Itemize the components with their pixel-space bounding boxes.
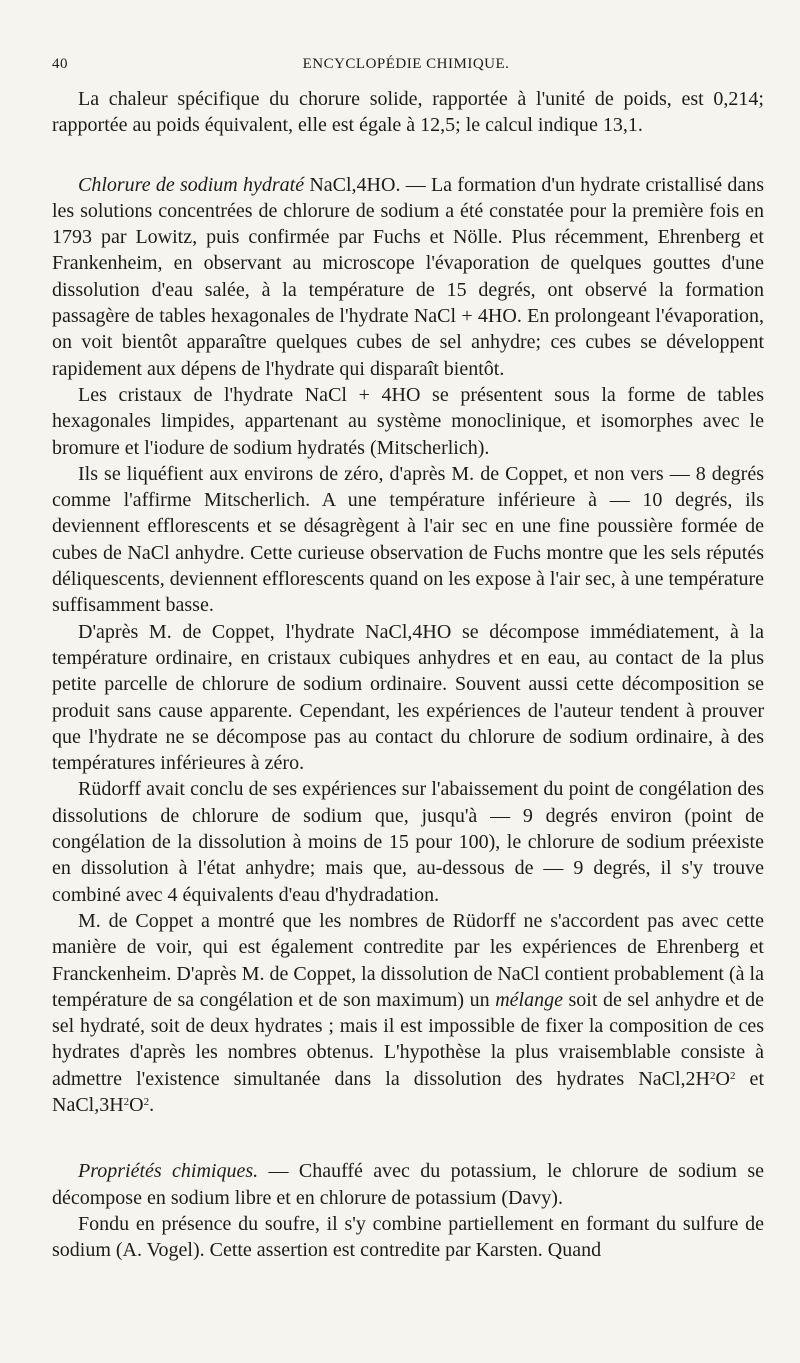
section-title-chemical-properties: Propriétés chimiques.	[78, 1160, 259, 1183]
paragraph-liquefaction: Ils se liquéfient aux environs de zéro, d'après M. de Coppet, et non vers — 8 degrés comme l'affirme Mitscherlich. A une température inférieure à — 10 degrés, ils deviennent efflorescents et se désagrègent à l'air sec en une fine poussière formée de cubes de NaCl anhydre. Cette curieuse observation de Fuchs montre que les sels réputés déliquescents, deviennent efflorescents quand on les expose à l'air sec, à une température suffisamment basse.	[52, 462, 764, 617]
hydrate-formula: NaCl,4HO.	[304, 173, 401, 196]
hydrate-text: — La formation d'un hydrate cristallisé dans les solutions concentrées de chlorure de sodium a été constatée pour la première fois en 1793 par Lowitz, puis confirmée par Fuchs et Nölle. Plus récemment, Ehrenberg et Frankenheim, en observant au microscope l'évaporation de quelques gouttes d'une dissolution d'eau salée, à la température de 15 degrés, ont observé la formation passagère de tables hexagonales de l'hydrate NaCl + 4HO. En prolongeant l'évaporation, on voit bientôt apparaître quelques cubes de sel anhydre; ces cubes se développent rapidement aux dépens de l'hydrate qui disparaît bientôt.	[52, 173, 764, 380]
paragraph-hydrated-sodium-chloride	[52, 172, 764, 382]
emphasis-melange: mélange	[495, 988, 563, 1011]
page-header	[52, 56, 760, 82]
paragraph-sulfur: Fondu en présence du soufre, il s'y combine partiellement en formant du sulfure de sodium (A. Vogel). Cette assertion est contredite par Karsten. Quand	[52, 1212, 764, 1262]
paragraph-rudorff: Rüdorff avait conclu de ses expériences sur l'abaissement du point de congélation des dissolutions de chlorure de sodium que, jusqu'à — 9 degrés environ (point de congélation de la dissolution à moins de 15 pour 100), le chlorure de sodium préexiste en dissolution à l'état anhydre; mais que, au-dessous de — 9 degrés, il s'y trouve combiné avec 4 équivalents d'eau d'hydradation.	[52, 778, 764, 906]
running-title: ENCYCLOPÉDIE CHIMIQUE.	[302, 56, 510, 72]
paragraph-coppet: M. de Coppet a montré que les nombres de Rüdorff ne s'accordent pas avec cette manière de voir, qui est également contredite par les expériences de Ehrenberg et Franckenheim. D'après M. de Coppet, la dissolution de NaCl contient probablement (à la température de sa congélation et de son maximum) un mélange soit de sel anhydre et de sel hydraté, soit de deux hydrates ; mais il est impossible de fixer la composition de ces hydrates d'après les nombres obtenus. L'hypothèse la plus vraisemblable consiste à admettre l'existence simultanée dans la dissolution des hydrates $NaCl,2H^2O^2$ et $NaCl,3H^2O^2$.	[52, 909, 764, 1116]
paragraph-crystals: Les cristaux de l'hydrate NaCl + 4HO se présentent sous la forme de tables hexagonales limpides, appartenant au système monoclinique, et isomorphes avec le bromure et l'iodure de sodium hydratés (Mitscherlich).	[52, 383, 764, 459]
paragraph-chemical-properties: Propriétés chimiques. — Chauffé avec du potassium, le chlorure de sodium se décompose en sodium libre et en chlorure de potassium (Davy).	[52, 1160, 764, 1209]
page-body	[52, 86, 764, 1263]
paragraph-specific-heat: La chaleur spécifique du chorure solide, rapportée à l'unité de poids, est 0,214; rapportée au poids équivalent, elle est égale à 12,5; le calcul indique 13,1.	[52, 88, 764, 137]
page-number: 40	[52, 56, 68, 72]
section-title-hydrate: Chlorure de sodium hydraté	[78, 173, 305, 196]
paragraph-decomposition: D'après M. de Coppet, l'hydrate NaCl,4HO se décompose immédiatement, à la température ordinaire, en cristaux cubiques anhydres et en eau, au contact de la plus petite parcelle de chlorure de sodium ordinaire. Souvent aussi cette décomposition se produit sans cause apparente. Cependant, les expériences de l'auteur tendent à prouver que l'hydrate ne se décompose pas au contact du chlorure de sodium ordinaire, à des températures inférieures à zéro.	[52, 620, 764, 775]
